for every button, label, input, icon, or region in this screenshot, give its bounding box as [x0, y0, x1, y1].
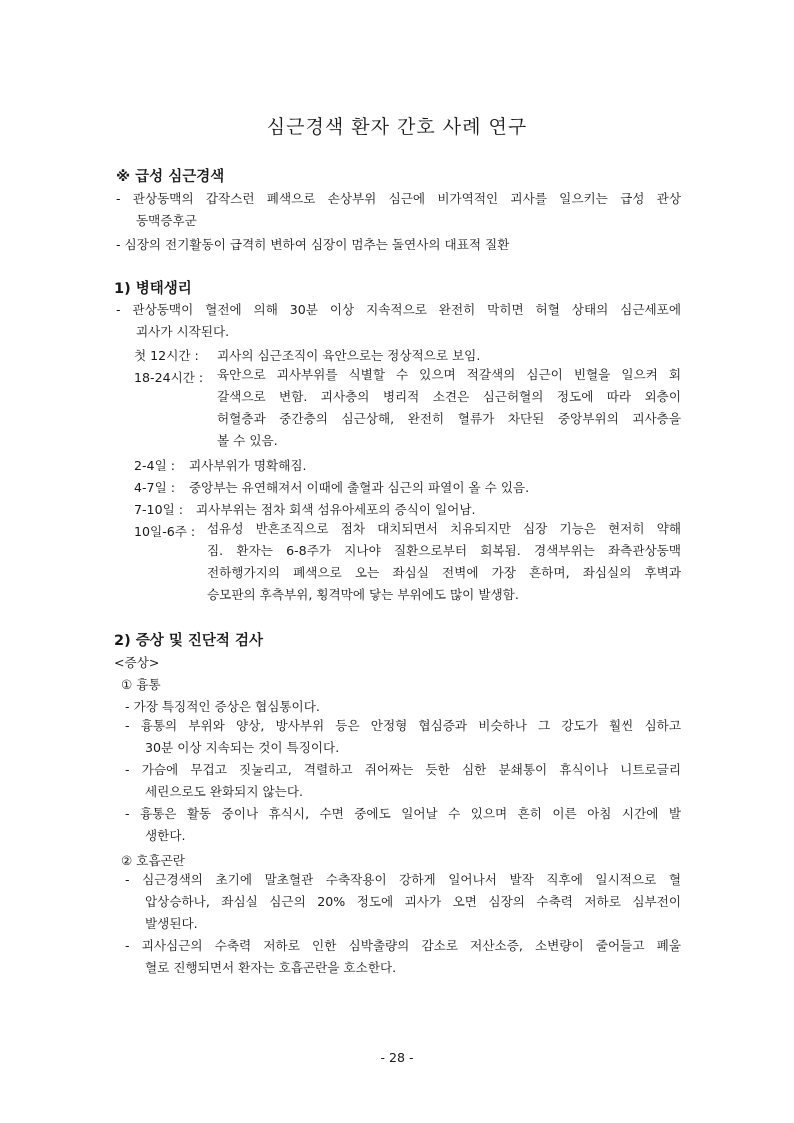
intro-item-line: 동맥증후군 — [136, 213, 197, 228]
symptom-title: ② 호흡곤란 — [121, 853, 185, 868]
subheading: <증상> — [114, 655, 160, 670]
symptom-line: 세린으로도 완화되지 않는다. — [145, 784, 303, 799]
symptom-item: - 가장 특징적인 증상은 협심통이다. — [125, 699, 320, 714]
timeline-line: 육안으로 괴사부위를 식별할 수 있으며 적갈색의 심근이 빈혈을 일으켜 회 — [217, 367, 681, 382]
timeline-label: 7-10일 : — [134, 502, 183, 517]
timeline-line: 갈색으로 변함. 괴사층의 병리적 소견은 심근허혈의 정도에 따라 외층이 — [217, 389, 681, 404]
section-2-heading: 2) 증상 및 진단적 검사 — [114, 633, 263, 649]
intro-item: - 심장의 전기활동이 급격히 변하여 심장이 멈추는 돌연사의 대표적 질환 — [116, 237, 510, 252]
symptom-item — [125, 715, 681, 759]
intro-heading: ※ 급성 심근경색 — [116, 169, 225, 185]
timeline-text — [207, 518, 681, 606]
timeline-label: 18-24시간 : — [134, 370, 204, 385]
symptom-line: 생한다. — [145, 828, 186, 843]
timeline-text: 괴사부위는 점차 회색 섬유아세포의 증식이 일어남. — [196, 502, 476, 517]
intro-item-line: - 관상동맥의 갑작스런 폐색으로 손상부위 심근에 비가역적인 괴사를 일으키는 급성 관상 — [116, 191, 681, 206]
symptom-item — [125, 759, 681, 803]
symptom-item — [125, 869, 681, 935]
section-1-heading: 1) 병태생리 — [114, 281, 192, 297]
timeline-line: 섬유성 반흔조직으로 점차 대치되면서 치유되지만 심장 기능은 현저히 약해 — [207, 521, 681, 536]
lead-line: - 관상동맥이 혈전에 의해 30분 이상 지속적으로 완전히 막히면 허혈 상태의 심근세포에 — [116, 302, 681, 317]
symptom-line: 혈로 진행되면서 환자는 호흡곤란을 호소한다. — [145, 960, 397, 975]
symptom-line: 발생된다. — [145, 916, 198, 931]
timeline-line: 승모판의 후측부위, 횡격막에 닿는 부위에도 많이 발생함. — [207, 587, 519, 602]
timeline-label: 첫 12시간 : — [134, 348, 199, 363]
timeline-line: 허혈층과 중간층의 심근상해, 완전히 혈류가 차단된 중앙부위의 괴사층을 — [217, 411, 681, 426]
timeline-text — [217, 364, 681, 452]
timeline-label: 2-4일 : — [134, 458, 175, 473]
section-1-lead — [116, 299, 681, 343]
symptom-line: 압상승하나, 좌심실 심근의 20% 정도에 괴사가 오면 심장의 수축력 저하로 심부전이 — [145, 894, 681, 909]
lead-line: 괴사가 시작된다. — [136, 324, 230, 339]
timeline-line: 볼 수 있음. — [217, 433, 278, 448]
symptom-item — [125, 803, 681, 847]
symptom-item — [125, 935, 681, 979]
timeline-text: 괴사부위가 명확해짐. — [189, 458, 307, 473]
intro-item — [116, 188, 681, 232]
timeline-line: 짐. 환자는 6-8주가 지나야 질환으로부터 회복됨. 경색부위는 좌측관상동맥 — [207, 543, 681, 558]
symptom-title: ① 흉통 — [121, 677, 161, 692]
page-number: - 28 - — [380, 1050, 414, 1065]
timeline-line: 전하행가지의 폐색으로 오는 좌심실 전벽에 가장 흔하며, 좌심실의 후벽과 — [207, 565, 681, 580]
page-title: 심근경색 환자 간호 사례 연구 — [266, 116, 528, 138]
symptom-line: - 흉통은 활동 중이나 휴식시, 수면 중에도 일어날 수 있으며 흔히 이른 아침 시간에 발 — [125, 806, 681, 821]
timeline-text: 중앙부는 유연해져서 이때에 출혈과 심근의 파열이 올 수 있음. — [189, 480, 530, 495]
symptom-line: - 흉통의 부위와 양상, 방사부위 등은 안정형 협심증과 비슷하나 그 강도가 훨씬 심하고 — [125, 718, 681, 733]
symptom-line: 30분 이상 지속되는 것이 특징이다. — [145, 740, 340, 755]
symptom-line: - 심근경색의 초기에 말초혈관 수축작용이 강하게 일어나서 발작 직후에 일시적으로 혈 — [125, 872, 681, 887]
symptom-line: - 괴사심근의 수축력 저하로 인한 심박출량의 감소로 저산소증, 소변량이 줄어들고 폐울 — [125, 938, 681, 953]
timeline-text: 괴사의 심근조직이 육안으로는 정상적으로 보임. — [217, 348, 481, 363]
timeline-label: 4-7일 : — [134, 480, 175, 495]
timeline-label: 10일-6주 : — [134, 524, 196, 539]
symptom-line: - 가슴에 무겁고 짓눌리고, 격렬하고 쥐어짜는 듯한 심한 분쇄통이 휴식이나 니트로글리 — [125, 762, 681, 777]
